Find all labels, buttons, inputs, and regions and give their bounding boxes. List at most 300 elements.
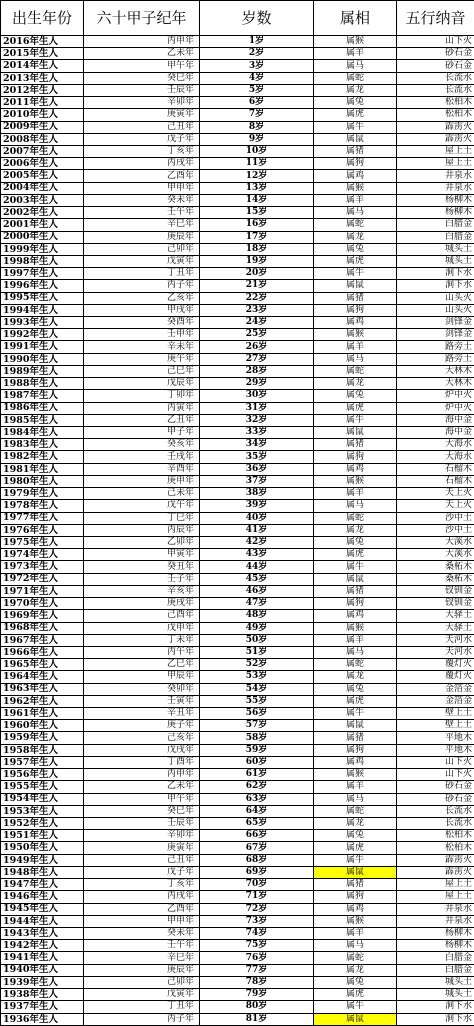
cell-sexagenary-year: 癸酉年 (84, 317, 200, 329)
cell-sexagenary-year: 甲申年 (84, 182, 200, 194)
cell-birth-year: 2002年生人 (1, 207, 84, 219)
cell-zodiac: 属马 (314, 793, 397, 805)
cell-age: 62岁 (200, 781, 314, 793)
cell-birth-year: 1948年生人 (1, 866, 84, 878)
table-row (1, 683, 474, 695)
cell-birth-year: 1955年生人 (1, 781, 84, 793)
cell-age: 11岁 (200, 158, 314, 170)
cell-age: 67岁 (200, 842, 314, 854)
cell-sexagenary-year: 戊子年 (84, 866, 200, 878)
cell-five-elements: 松柏木 (397, 109, 474, 121)
table-row (1, 109, 474, 121)
cell-birth-year: 1974年生人 (1, 549, 84, 561)
cell-zodiac: 属猪 (314, 292, 397, 304)
table-row (1, 598, 474, 610)
cell-age: 57岁 (200, 720, 314, 732)
cell-zodiac: 属龙 (314, 671, 397, 683)
cell-age: 8岁 (200, 121, 314, 133)
cell-zodiac: 属鼠 (314, 133, 397, 145)
cell-sexagenary-year: 丁丑年 (84, 1001, 200, 1013)
header-birth-year: 出生年份 (1, 1, 84, 36)
cell-zodiac: 属蛇 (314, 659, 397, 671)
cell-age: 78岁 (200, 976, 314, 988)
cell-zodiac: 属蛇 (314, 72, 397, 84)
cell-five-elements: 井泉水 (397, 903, 474, 915)
cell-sexagenary-year: 辛卯年 (84, 830, 200, 842)
cell-age: 40岁 (200, 512, 314, 524)
cell-age: 7岁 (200, 109, 314, 121)
cell-birth-year: 1973年生人 (1, 561, 84, 573)
cell-five-elements: 井泉水 (397, 170, 474, 182)
table-row (1, 891, 474, 903)
cell-birth-year: 1982年生人 (1, 451, 84, 463)
cell-zodiac: 属虎 (314, 989, 397, 1001)
table-row (1, 903, 474, 915)
cell-age: 18岁 (200, 243, 314, 255)
cell-five-elements: 杨柳木 (397, 927, 474, 939)
cell-zodiac: 属马 (314, 940, 397, 952)
cell-age: 70岁 (200, 879, 314, 891)
cell-age: 65岁 (200, 818, 314, 830)
cell-zodiac: 属龙 (314, 231, 397, 243)
cell-zodiac: 属狗 (314, 891, 397, 903)
cell-age: 47岁 (200, 598, 314, 610)
cell-zodiac: 属蛇 (314, 512, 397, 524)
cell-age: 55岁 (200, 695, 314, 707)
table-row (1, 427, 474, 439)
table-row (1, 842, 474, 854)
cell-five-elements: 大海水 (397, 439, 474, 451)
cell-sexagenary-year: 甲午年 (84, 60, 200, 72)
cell-sexagenary-year: 癸巳年 (84, 72, 200, 84)
cell-age: 71岁 (200, 891, 314, 903)
cell-sexagenary-year: 庚午年 (84, 353, 200, 365)
cell-age: 37岁 (200, 475, 314, 487)
cell-birth-year: 1971年生人 (1, 585, 84, 597)
cell-five-elements: 壁上土 (397, 720, 474, 732)
cell-sexagenary-year: 丁未年 (84, 634, 200, 646)
table-header (1, 1, 474, 36)
cell-birth-year: 1943年生人 (1, 927, 84, 939)
cell-age: 3岁 (200, 60, 314, 72)
table-row (1, 60, 474, 72)
cell-five-elements: 天河水 (397, 646, 474, 658)
cell-zodiac: 属兔 (314, 830, 397, 842)
cell-age: 27岁 (200, 353, 314, 365)
cell-five-elements: 屋上土 (397, 879, 474, 891)
cell-sexagenary-year: 辛巳年 (84, 952, 200, 964)
cell-birth-year: 2003年生人 (1, 194, 84, 206)
cell-sexagenary-year: 己酉年 (84, 610, 200, 622)
cell-zodiac: 属兔 (314, 97, 397, 109)
cell-zodiac: 属虎 (314, 695, 397, 707)
cell-age: 30岁 (200, 390, 314, 402)
cell-zodiac: 属猴 (314, 769, 397, 781)
table-row (1, 390, 474, 402)
cell-sexagenary-year: 辛卯年 (84, 97, 200, 109)
table-row (1, 964, 474, 976)
cell-birth-year: 1995年生人 (1, 292, 84, 304)
cell-zodiac: 属羊 (314, 634, 397, 646)
cell-age: 5岁 (200, 84, 314, 96)
table-row (1, 927, 474, 939)
cell-zodiac: 属猴 (314, 622, 397, 634)
cell-sexagenary-year: 癸未年 (84, 927, 200, 939)
cell-age: 20岁 (200, 268, 314, 280)
cell-age: 4岁 (200, 72, 314, 84)
cell-sexagenary-year: 丁丑年 (84, 268, 200, 280)
cell-five-elements: 金箔金 (397, 695, 474, 707)
cell-sexagenary-year: 戊申年 (84, 622, 200, 634)
table-row (1, 121, 474, 133)
cell-age: 22岁 (200, 292, 314, 304)
cell-zodiac: 属猪 (314, 585, 397, 597)
cell-sexagenary-year: 戊辰年 (84, 378, 200, 390)
cell-birth-year: 2005年生人 (1, 170, 84, 182)
cell-birth-year: 1999年生人 (1, 243, 84, 255)
cell-sexagenary-year: 丁亥年 (84, 879, 200, 891)
cell-sexagenary-year: 壬辰年 (84, 818, 200, 830)
table-row (1, 304, 474, 316)
cell-five-elements: 平地木 (397, 744, 474, 756)
table-row (1, 989, 474, 1001)
table-row (1, 84, 474, 96)
cell-birth-year: 2001年生人 (1, 219, 84, 231)
cell-birth-year: 1989年生人 (1, 365, 84, 377)
cell-sexagenary-year: 己巳年 (84, 365, 200, 377)
cell-sexagenary-year: 癸未年 (84, 194, 200, 206)
table-body (1, 36, 474, 1026)
cell-birth-year: 1950年生人 (1, 842, 84, 854)
cell-sexagenary-year: 壬寅年 (84, 695, 200, 707)
cell-birth-year: 2004年生人 (1, 182, 84, 194)
cell-sexagenary-year: 辛酉年 (84, 463, 200, 475)
cell-birth-year: 2015年生人 (1, 48, 84, 60)
cell-five-elements: 砂石金 (397, 60, 474, 72)
cell-five-elements: 沙中土 (397, 524, 474, 536)
cell-five-elements: 杨柳木 (397, 194, 474, 206)
table-row (1, 378, 474, 390)
cell-sexagenary-year: 乙酉年 (84, 903, 200, 915)
cell-sexagenary-year: 乙亥年 (84, 292, 200, 304)
cell-sexagenary-year: 壬午年 (84, 940, 200, 952)
cell-five-elements: 白腊金 (397, 952, 474, 964)
cell-age: 49岁 (200, 622, 314, 634)
cell-age: 64岁 (200, 805, 314, 817)
table-row (1, 231, 474, 243)
cell-sexagenary-year: 戊午年 (84, 500, 200, 512)
cell-zodiac: 属猴 (314, 475, 397, 487)
cell-sexagenary-year: 丙子年 (84, 1013, 200, 1026)
cell-zodiac: 属狗 (314, 744, 397, 756)
cell-age: 35岁 (200, 451, 314, 463)
cell-five-elements: 长流水 (397, 84, 474, 96)
cell-age: 72岁 (200, 903, 314, 915)
table-row (1, 659, 474, 671)
cell-age: 66岁 (200, 830, 314, 842)
cell-birth-year: 2000年生人 (1, 231, 84, 243)
cell-birth-year: 2007年生人 (1, 145, 84, 157)
table-row (1, 97, 474, 109)
table-row (1, 671, 474, 683)
table-row (1, 634, 474, 646)
cell-age: 74岁 (200, 927, 314, 939)
cell-five-elements: 大林木 (397, 378, 474, 390)
table-row (1, 536, 474, 548)
cell-sexagenary-year: 乙巳年 (84, 659, 200, 671)
cell-birth-year: 1966年生人 (1, 646, 84, 658)
cell-birth-year: 1992年生人 (1, 329, 84, 341)
table-row (1, 610, 474, 622)
cell-five-elements: 山头火 (397, 292, 474, 304)
cell-age: 81岁 (200, 1013, 314, 1026)
cell-five-elements: 剑锋金 (397, 329, 474, 341)
cell-sexagenary-year: 庚子年 (84, 720, 200, 732)
cell-five-elements: 山下火 (397, 756, 474, 768)
cell-five-elements: 杨柳木 (397, 207, 474, 219)
cell-zodiac: 属蛇 (314, 805, 397, 817)
table-row (1, 451, 474, 463)
cell-zodiac: 属猪 (314, 439, 397, 451)
cell-zodiac: 属鼠 (314, 866, 397, 878)
cell-birth-year: 1990年生人 (1, 353, 84, 365)
cell-sexagenary-year: 庚辰年 (84, 964, 200, 976)
table-row (1, 268, 474, 280)
table-row (1, 781, 474, 793)
cell-zodiac: 属牛 (314, 1001, 397, 1013)
cell-sexagenary-year: 乙未年 (84, 781, 200, 793)
table-row (1, 732, 474, 744)
cell-birth-year: 1986年生人 (1, 402, 84, 414)
cell-five-elements: 路旁土 (397, 341, 474, 353)
cell-birth-year: 1969年生人 (1, 610, 84, 622)
cell-birth-year: 2009年生人 (1, 121, 84, 133)
cell-sexagenary-year: 戊戌年 (84, 744, 200, 756)
cell-sexagenary-year: 丁卯年 (84, 390, 200, 402)
cell-zodiac: 属蛇 (314, 219, 397, 231)
cell-zodiac: 属马 (314, 60, 397, 72)
cell-age: 77岁 (200, 964, 314, 976)
cell-age: 23岁 (200, 304, 314, 316)
cell-sexagenary-year: 戊子年 (84, 133, 200, 145)
cell-five-elements: 金箔金 (397, 683, 474, 695)
cell-five-elements: 剑锋金 (397, 317, 474, 329)
cell-zodiac: 属兔 (314, 536, 397, 548)
table-row (1, 695, 474, 707)
cell-sexagenary-year: 癸丑年 (84, 561, 200, 573)
table-row (1, 243, 474, 255)
cell-birth-year: 1970年生人 (1, 598, 84, 610)
cell-age: 63岁 (200, 793, 314, 805)
table-row (1, 524, 474, 536)
cell-zodiac: 属鼠 (314, 720, 397, 732)
cell-age: 76岁 (200, 952, 314, 964)
cell-five-elements: 长流水 (397, 72, 474, 84)
cell-sexagenary-year: 乙酉年 (84, 170, 200, 182)
cell-age: 39岁 (200, 500, 314, 512)
cell-sexagenary-year: 己卯年 (84, 976, 200, 988)
cell-zodiac: 属牛 (314, 414, 397, 426)
cell-five-elements: 城头土 (397, 243, 474, 255)
cell-birth-year: 2016年生人 (1, 36, 84, 48)
cell-five-elements: 平地木 (397, 732, 474, 744)
cell-zodiac: 属虎 (314, 842, 397, 854)
cell-sexagenary-year: 己亥年 (84, 732, 200, 744)
cell-birth-year: 1957年生人 (1, 756, 84, 768)
cell-age: 68岁 (200, 854, 314, 866)
header-sexagenary-year: 六十甲子纪年 (84, 1, 200, 36)
cell-five-elements: 松柏木 (397, 830, 474, 842)
cell-five-elements: 大驿土 (397, 622, 474, 634)
cell-zodiac: 属蛇 (314, 365, 397, 377)
table-row (1, 463, 474, 475)
cell-birth-year: 1938年生人 (1, 989, 84, 1001)
cell-birth-year: 1936年生人 (1, 1013, 84, 1026)
cell-sexagenary-year: 己未年 (84, 488, 200, 500)
cell-zodiac: 属鸡 (314, 903, 397, 915)
cell-zodiac: 属牛 (314, 121, 397, 133)
cell-age: 14岁 (200, 194, 314, 206)
cell-age: 69岁 (200, 866, 314, 878)
cell-zodiac: 属虎 (314, 255, 397, 267)
cell-birth-year: 1983年生人 (1, 439, 84, 451)
cell-birth-year: 1947年生人 (1, 879, 84, 891)
cell-five-elements: 海中金 (397, 414, 474, 426)
cell-sexagenary-year: 甲午年 (84, 793, 200, 805)
cell-five-elements: 天上火 (397, 488, 474, 500)
cell-sexagenary-year: 庚申年 (84, 475, 200, 487)
table-row (1, 145, 474, 157)
cell-five-elements: 杨柳木 (397, 940, 474, 952)
cell-five-elements: 桑柘木 (397, 561, 474, 573)
cell-sexagenary-year: 丙戌年 (84, 891, 200, 903)
cell-sexagenary-year: 庚辰年 (84, 231, 200, 243)
cell-birth-year: 1998年生人 (1, 255, 84, 267)
cell-zodiac: 属狗 (314, 158, 397, 170)
cell-birth-year: 1939年生人 (1, 976, 84, 988)
cell-sexagenary-year: 丙申年 (84, 36, 200, 48)
cell-five-elements: 霹雳火 (397, 866, 474, 878)
table-row (1, 744, 474, 756)
cell-sexagenary-year: 庚寅年 (84, 842, 200, 854)
cell-birth-year: 1951年生人 (1, 830, 84, 842)
cell-zodiac: 属猪 (314, 145, 397, 157)
cell-age: 38岁 (200, 488, 314, 500)
cell-zodiac: 属虎 (314, 109, 397, 121)
cell-zodiac: 属马 (314, 500, 397, 512)
cell-sexagenary-year: 丙辰年 (84, 524, 200, 536)
cell-sexagenary-year: 丙子年 (84, 280, 200, 292)
table-row (1, 720, 474, 732)
cell-age: 60岁 (200, 756, 314, 768)
cell-age: 44岁 (200, 561, 314, 573)
cell-zodiac: 属兔 (314, 683, 397, 695)
cell-zodiac: 属虎 (314, 549, 397, 561)
cell-age: 32岁 (200, 414, 314, 426)
cell-zodiac: 属鸡 (314, 463, 397, 475)
cell-five-elements: 山头火 (397, 304, 474, 316)
table-row (1, 830, 474, 842)
cell-age: 53岁 (200, 671, 314, 683)
cell-zodiac: 属狗 (314, 304, 397, 316)
table-row (1, 158, 474, 170)
header-age: 岁数 (200, 1, 314, 36)
cell-five-elements: 城头土 (397, 989, 474, 1001)
cell-five-elements: 路旁土 (397, 353, 474, 365)
cell-sexagenary-year: 丁巳年 (84, 512, 200, 524)
cell-sexagenary-year: 壬戌年 (84, 451, 200, 463)
cell-zodiac: 属龙 (314, 378, 397, 390)
cell-zodiac: 属鸡 (314, 317, 397, 329)
cell-zodiac: 属猪 (314, 879, 397, 891)
cell-sexagenary-year: 庚寅年 (84, 109, 200, 121)
cell-age: 16岁 (200, 219, 314, 231)
cell-five-elements: 天河水 (397, 634, 474, 646)
cell-birth-year: 1968年生人 (1, 622, 84, 634)
cell-five-elements: 长流水 (397, 818, 474, 830)
cell-sexagenary-year: 丁酉年 (84, 756, 200, 768)
cell-age: 19岁 (200, 255, 314, 267)
table-row (1, 622, 474, 634)
cell-birth-year: 1942年生人 (1, 940, 84, 952)
cell-sexagenary-year: 丙寅年 (84, 402, 200, 414)
cell-birth-year: 2012年生人 (1, 84, 84, 96)
cell-birth-year: 1975年生人 (1, 536, 84, 548)
table-row (1, 414, 474, 426)
cell-birth-year: 1985年生人 (1, 414, 84, 426)
table-row (1, 500, 474, 512)
table-row (1, 133, 474, 145)
cell-five-elements: 白腊金 (397, 219, 474, 231)
cell-five-elements: 覆灯火 (397, 659, 474, 671)
cell-age: 75岁 (200, 940, 314, 952)
cell-five-elements: 石榴木 (397, 463, 474, 475)
cell-zodiac: 属龙 (314, 524, 397, 536)
cell-sexagenary-year: 甲辰年 (84, 671, 200, 683)
cell-birth-year: 1991年生人 (1, 341, 84, 353)
cell-birth-year: 1945年生人 (1, 903, 84, 915)
cell-sexagenary-year: 乙未年 (84, 48, 200, 60)
cell-five-elements: 山下火 (397, 36, 474, 48)
cell-age: 25岁 (200, 329, 314, 341)
cell-age: 10岁 (200, 145, 314, 157)
cell-birth-year: 1988年生人 (1, 378, 84, 390)
cell-age: 31岁 (200, 402, 314, 414)
cell-zodiac: 属猴 (314, 36, 397, 48)
table-row (1, 805, 474, 817)
cell-birth-year: 1944年生人 (1, 915, 84, 927)
cell-age: 51岁 (200, 646, 314, 658)
cell-five-elements: 井泉水 (397, 182, 474, 194)
cell-birth-year: 1976年生人 (1, 524, 84, 536)
table-row (1, 854, 474, 866)
cell-five-elements: 大溪水 (397, 549, 474, 561)
cell-sexagenary-year: 甲戌年 (84, 304, 200, 316)
table-row (1, 439, 474, 451)
cell-five-elements: 炉中火 (397, 390, 474, 402)
cell-age: 58岁 (200, 732, 314, 744)
cell-age: 26岁 (200, 341, 314, 353)
cell-five-elements: 石榴木 (397, 475, 474, 487)
cell-zodiac: 属猪 (314, 732, 397, 744)
cell-five-elements: 白腊金 (397, 964, 474, 976)
cell-age: 79岁 (200, 989, 314, 1001)
cell-zodiac: 属牛 (314, 708, 397, 720)
cell-birth-year: 1997年生人 (1, 268, 84, 280)
header-row (1, 1, 474, 36)
cell-birth-year: 1954年生人 (1, 793, 84, 805)
cell-zodiac: 属龙 (314, 964, 397, 976)
